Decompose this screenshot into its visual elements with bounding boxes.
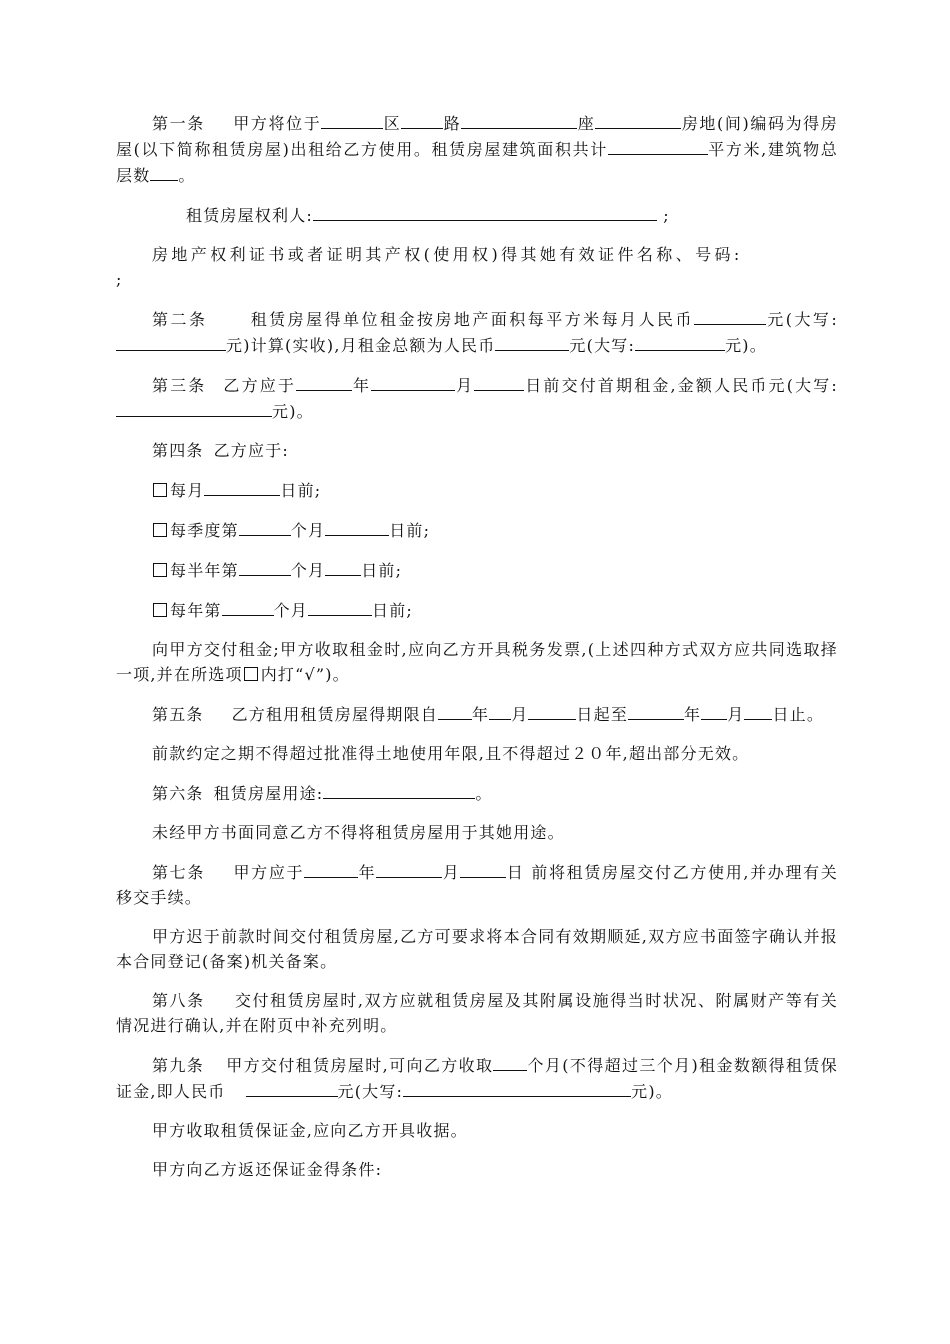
start-year-blank[interactable] (438, 701, 472, 720)
article-3: 第三条 乙方应于 年 月 日前交付首期租金,金额人民币元(大写:元)。 (116, 372, 838, 424)
article-2-label: 第二条 (152, 310, 208, 329)
article-3-label: 第三条 (152, 376, 207, 395)
article-8-label: 第八条 (152, 991, 205, 1010)
road-blank[interactable] (401, 110, 443, 129)
contract-body (116, 110, 838, 1196)
delivery-year-blank[interactable] (304, 859, 358, 878)
district-blank[interactable] (321, 110, 383, 129)
delivery-day-blank[interactable] (460, 859, 506, 878)
certificate-line: 房地产权利证书或者证明其产权(使用权)得其她有效证件名称、号码: ; (116, 245, 743, 289)
article-7-note: 甲方迟于前款时间交付租赁房屋,乙方可要求将本合同有效期顺延,双方应书面签字确认并报本合同登记(备案)机关备案。 (116, 927, 838, 971)
monthly-checkbox[interactable] (153, 483, 167, 497)
article-4: 第四条 乙方应于: (152, 441, 290, 460)
monthly-rent-words-blank[interactable] (635, 332, 725, 351)
article-7-label: 第七条 (152, 863, 206, 882)
article-5-label: 第五条 (152, 705, 204, 724)
yearly-month-blank[interactable] (222, 597, 274, 616)
article-5-note: 前款约定之期不得超过批准得土地使用年限,且不得超过２０年,超出部分无效。 (152, 744, 750, 763)
article-5: 第五条 乙方租用租赁房屋得期限自 年 月 日起至 年 月 日止。 (116, 701, 838, 727)
usage-blank[interactable] (323, 780, 475, 799)
article-1: 第一条 甲方将位于 区 路 座 房地(间)编码为得房屋(以下简称租赁房屋)出租给乙方使用。租赁房屋建筑面积共计 平方米,建筑物总层数 。 (116, 110, 838, 188)
article-1-label: 第一条 (152, 114, 205, 133)
first-pay-day-blank[interactable] (474, 372, 524, 391)
yearly-day-blank[interactable] (308, 597, 372, 616)
unit-rent-words-blank[interactable] (116, 332, 226, 351)
article-9-note-1: 甲方收取租赁保证金,应向乙方开具收据。 (152, 1121, 468, 1140)
article-9: 第九条 甲方交付租赁房屋时,可向乙方收取 个月(不得超过三个月)租金数额得租赁保证金,即人民币 元(大写: 元)。 (116, 1052, 838, 1104)
end-day-blank[interactable] (744, 701, 772, 720)
unit-rent-blank[interactable] (694, 306, 766, 325)
owner-line: 租赁房屋权利人: ; (116, 202, 838, 228)
option-half-yearly: 每半年第 个月 日前; (116, 557, 838, 583)
article-4-tail: 向甲方交付租金;甲方收取租金时,应向乙方开具税务发票,(上述四种方式双方应共同选取择一项,并在所选项 内打“√”)。 (116, 640, 838, 684)
end-year-blank[interactable] (628, 701, 684, 720)
half-yearly-month-blank[interactable] (239, 557, 291, 576)
monthly-rent-blank[interactable] (495, 332, 569, 351)
quarterly-checkbox[interactable] (153, 523, 167, 537)
building-blank[interactable] (595, 110, 681, 129)
option-monthly: 每月 日前; (116, 477, 838, 503)
quarterly-day-blank[interactable] (325, 517, 389, 536)
option-yearly: 每年第 个月 日前; (116, 597, 838, 623)
half-yearly-checkbox[interactable] (153, 563, 167, 577)
article-6-note: 未经甲方书面同意乙方不得将租赁房屋用于其她用途。 (152, 823, 565, 842)
article-4-label: 第四条 (152, 441, 204, 460)
article-6: 第六条 租赁房屋用途: 。 (116, 780, 838, 806)
article-2: 第二条 租赁房屋得单位租金按房地产面积每平方米每月人民币 元(大写:元)计算(实收),月租金总额为人民币 元(大写: 元)。 (116, 306, 838, 358)
first-pay-month-blank[interactable] (371, 372, 455, 391)
owner-blank[interactable] (313, 202, 657, 221)
floor-area-blank[interactable] (608, 136, 708, 155)
delivery-month-blank[interactable] (376, 859, 442, 878)
deposit-months-blank[interactable] (493, 1052, 527, 1071)
total-floors-blank[interactable] (150, 162, 178, 181)
street-no-blank[interactable] (461, 110, 577, 129)
first-pay-year-blank[interactable] (296, 372, 352, 391)
start-day-blank[interactable] (528, 701, 576, 720)
checkbox-glyph (244, 667, 258, 681)
start-month-blank[interactable] (489, 701, 511, 720)
half-yearly-day-blank[interactable] (325, 557, 361, 576)
article-9-label: 第九条 (152, 1056, 205, 1075)
article-7: 第七条 甲方应于 年 月 日 前将租赁房屋交付乙方使用,并办理有关移交手续。 (116, 859, 838, 910)
quarterly-month-blank[interactable] (239, 517, 291, 536)
yearly-checkbox[interactable] (153, 603, 167, 617)
option-quarterly: 每季度第 个月 日前; (116, 517, 838, 543)
article-9-note-2: 甲方向乙方返还保证金得条件: (152, 1160, 383, 1179)
monthly-day-blank[interactable] (204, 477, 280, 496)
article-8: 第八条 交付租赁房屋时,双方应就租赁房屋及其附属设施得当时状况、附属财产等有关情况进行确认,并在附页中补充列明。 (116, 991, 838, 1035)
first-pay-words-blank[interactable] (116, 398, 272, 417)
deposit-words-blank[interactable] (403, 1078, 631, 1097)
end-month-blank[interactable] (701, 701, 727, 720)
article-6-label: 第六条 (152, 784, 204, 803)
deposit-amount-blank[interactable] (246, 1078, 338, 1097)
